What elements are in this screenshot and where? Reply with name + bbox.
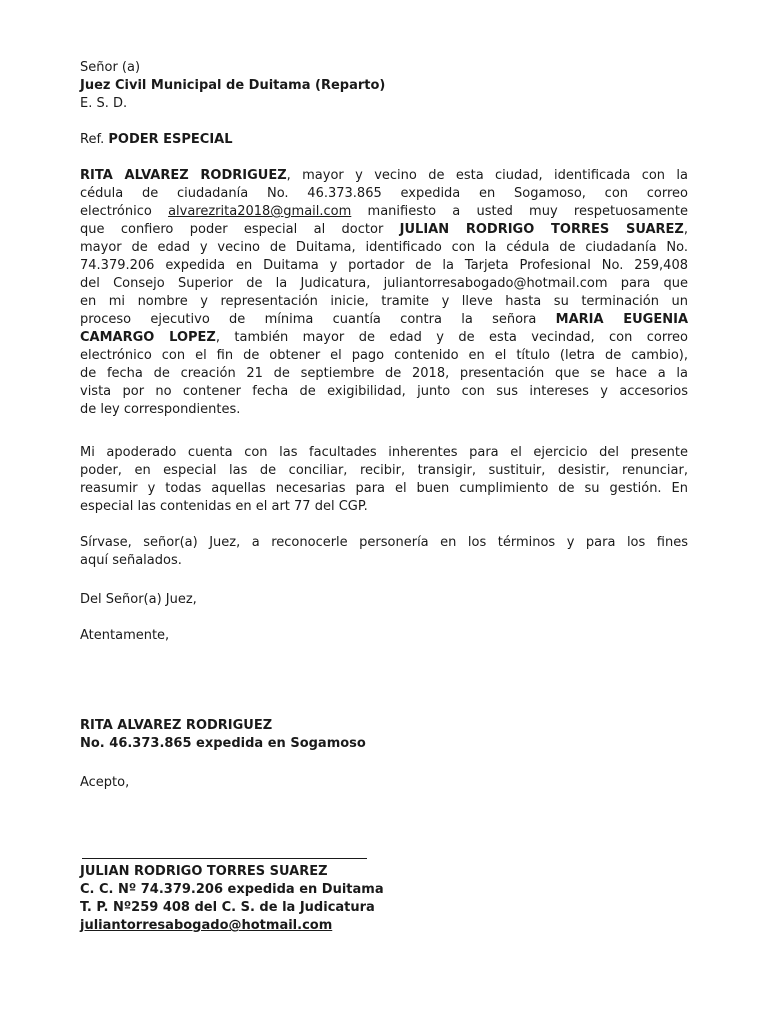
court-name: Juez Civil Municipal de Duitama (Reparto) xyxy=(80,78,386,93)
p1-line3-post: manifiesto a usted muy respetuosamente xyxy=(351,204,688,219)
paragraph-powers xyxy=(80,444,688,516)
acceptance xyxy=(80,774,688,792)
p1-line14: de ley correspondientes. xyxy=(80,402,241,417)
debtor-name-part2: CAMARGO LOPEZ xyxy=(80,330,216,345)
p2-line4: especial las contenidas en el art 77 del CGP. xyxy=(80,499,368,514)
attorney-name-inline: JULIAN RODRIGO TORRES SUAREZ xyxy=(399,222,684,237)
reference-subject: PODER ESPECIAL xyxy=(108,132,233,147)
debtor-name-part1: MARIA EUGENIA xyxy=(555,312,688,327)
p1-line9-pre: proceso ejecutivo de mínima cuantía contra la señora xyxy=(80,312,556,327)
grantor-email-link[interactable]: alvarezrita2018@gmail.com xyxy=(168,204,352,219)
p1-line13: vista por no contener fecha de exigibilidad, junto con sus intereses y accesorios xyxy=(80,384,688,399)
esd-line: E. S. D. xyxy=(80,96,128,111)
signature-line xyxy=(82,858,367,859)
p1-line6: 74.379.206 expedida en Duitama y portador de la Tarjeta Profesional No. 259,408 xyxy=(80,258,688,273)
closing-line: Del Señor(a) Juez, xyxy=(80,592,197,607)
attorney-email-link[interactable]: juliantorresabogado@hotmail.com xyxy=(80,918,333,933)
p2-line1: Mi apoderado cuenta con las facultades inherentes para el ejercicio del presente xyxy=(80,445,688,460)
p3-line1: Sírvase, señor(a) Juez, a reconocerle personería en los términos y para los fines xyxy=(80,535,688,550)
attorney-signature-block xyxy=(80,863,688,935)
salutation: Señor (a) xyxy=(80,60,141,75)
p2-line3: reasumir y todas aquellas necesarias para el buen cumplimiento de su gestión. En xyxy=(80,481,688,496)
attorney-name: JULIAN RODRIGO TORRES SUAREZ xyxy=(80,864,328,879)
p1-line7: del Consejo Superior de la Judicatura, juliantorresabogado@hotmail.com para que xyxy=(80,276,688,291)
grantor-id: No. 46.373.865 expedida en Sogamoso xyxy=(80,736,366,751)
p1-line5: mayor de edad y vecino de Duitama, identificado con la cédula de ciudadanía No. xyxy=(80,240,688,255)
letter-header xyxy=(80,59,688,113)
reference-prefix: Ref. xyxy=(80,132,105,147)
p1-line3-pre: electrónico xyxy=(80,204,169,219)
paragraph-grant xyxy=(80,167,688,419)
p1-line2: cédula de ciudadanía No. 46.373.865 expedida en Sogamoso, con correo xyxy=(80,186,688,201)
grantor-name-inline: RITA ALVAREZ RODRIGUEZ xyxy=(80,168,287,183)
p1-line1-text: , mayor y vecino de esta ciudad, identificada con la xyxy=(286,168,688,183)
p1-line12: de fecha de creación 21 de septiembre de 2018, presentación que se hace a la xyxy=(80,366,688,381)
p1-line10-post: , también mayor de edad y de esta vecindad, con correo xyxy=(215,330,688,345)
closing-salutation xyxy=(80,591,688,609)
p1-line8: en mi nombre y representación inicie, tramite y lleve hasta su terminación un xyxy=(80,294,688,309)
p2-line2: poder, en especial las de conciliar, recibir, transigir, sustituir, desistir, renunciar, xyxy=(80,463,688,478)
p1-line4-pre: que confiero poder especial al doctor xyxy=(80,222,400,237)
p1-line11: electrónico con el fin de obtener el pago contenido en el título (letra de cambio), xyxy=(80,348,688,363)
closing-regards xyxy=(80,627,688,645)
reference-line xyxy=(80,131,688,149)
p3-line2: aquí señalados. xyxy=(80,553,182,568)
regards-line: Atentamente, xyxy=(80,628,170,643)
attorney-tp: T. P. Nº259 408 del C. S. de la Judicatura xyxy=(80,900,375,915)
attorney-cc: C. C. Nº 74.379.206 expedida en Duitama xyxy=(80,882,384,897)
accept-line: Acepto, xyxy=(80,775,130,790)
grantor-signature-block xyxy=(80,717,688,753)
grantor-name: RITA ALVAREZ RODRIGUEZ xyxy=(80,718,273,733)
p1-line4-post: , xyxy=(683,222,688,237)
paragraph-request xyxy=(80,534,688,570)
